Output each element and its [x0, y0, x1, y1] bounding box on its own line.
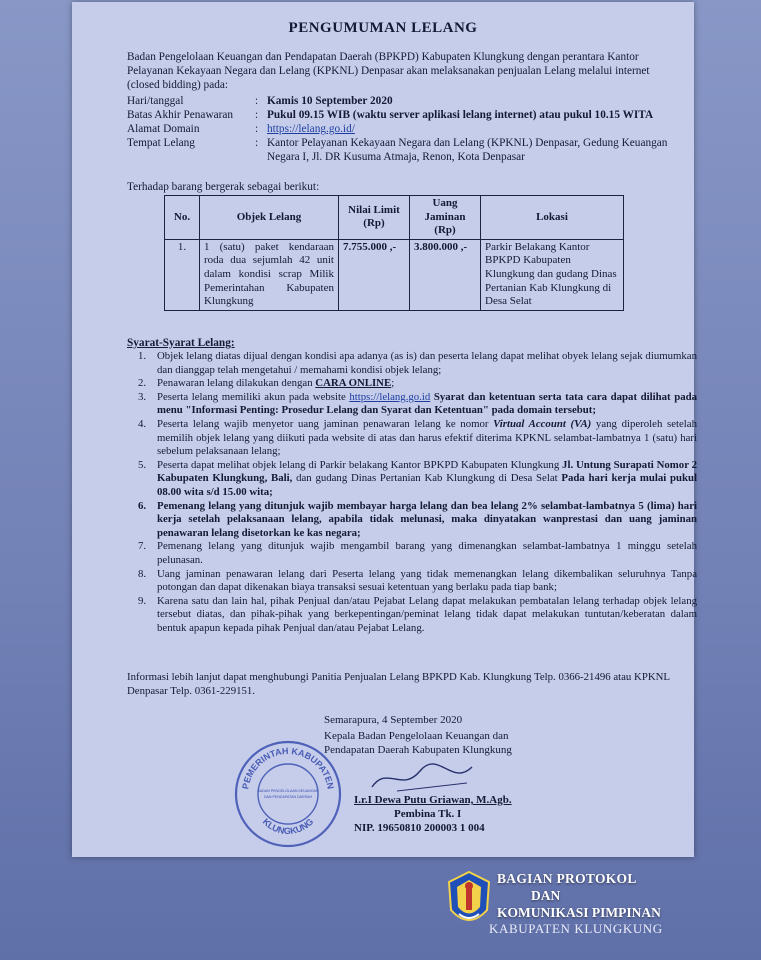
address-emphasis: Jl. Untung Surapati Nomor 2 Kabupaten Klungkung, Bali,	[157, 458, 698, 485]
auction-info	[127, 94, 687, 164]
item-number: 6.	[137, 499, 147, 512]
watermark-line-4: KABUPATEN KLUNGKUNG	[489, 921, 663, 936]
item-number: 3.	[137, 390, 147, 403]
table-caption: Terhadap barang bergerak sebagai berikut:	[127, 181, 320, 193]
item-text: Objek lelang diatas dijual dengan kondisi apa adanya (as is) dan peserta lelang dapat melihat obyek lelang sejak diumumkan dan dianggap telah mengetahui / memahami kondisi objek lelang;	[157, 350, 697, 376]
item-text: Pemenang lelang yang ditunjuk wajib membayar harga lelang dan bea lelang 2% selambat-lambatnya 5 (lima) hari kerja setelah pelaksanaan lelang, apabila tidak melunasi, maka dinyatakan wanprestasi dan uang jaminan penawaran lelang disetorkan ke kas negara;	[157, 499, 697, 539]
va-emphasis: Virtual Account (VA)	[493, 417, 592, 430]
domain-link[interactable]: https://lelang.go.id/	[267, 123, 355, 135]
deadline-label: Batas Akhir Penawaran	[127, 109, 234, 121]
item-number: 9.	[137, 594, 147, 607]
online-emphasis: CARA ONLINE	[315, 377, 392, 390]
list-item	[127, 500, 697, 541]
conditions-heading: Syarat-Syarat Lelang:	[127, 337, 235, 349]
header-limit: Nilai Limit (Rp)	[339, 196, 410, 240]
item-text-part: Penawaran lelang dilakukan dengan	[157, 377, 316, 390]
date-label: Hari/tanggal	[127, 95, 184, 107]
list-item	[127, 459, 697, 500]
item-text-part: Peserta lelang memiliki akun pada website	[157, 390, 350, 403]
intro-paragraph: Badan Pengelolaan Keuangan dan Pendapatan Daerah (BPKPD) Kabupaten Klungkung dengan perantara Kantor Pelayanan Kekayaan Negara dan Lelang (KPKNL) Denpasar akan melaksanakan penjualan Lelang melalui internet (closed bidding) pada:	[127, 51, 650, 91]
item-number: 1.	[137, 350, 147, 362]
position-line-1: Kepala Badan Pengelolaan Keuangan dan	[324, 730, 509, 742]
item-text	[157, 377, 697, 391]
info-row-domain	[127, 122, 687, 136]
item-number: 4.	[137, 417, 147, 430]
auction-table	[164, 195, 624, 311]
page-title: PENGUMUMAN LELANG	[288, 20, 478, 36]
svg-text:KLUNGKUNG	[261, 816, 316, 836]
info-row-place	[127, 136, 687, 164]
item-number: 2.	[137, 377, 147, 390]
header-no: No.	[165, 196, 200, 240]
cell-jaminan: 3.800.000 ,-	[410, 239, 481, 310]
stamp-bottom-text: KLUNGKUNG	[260, 816, 316, 837]
place-date: Semarapura, 4 September 2020	[324, 714, 463, 726]
header-jaminan: Uang Jaminan (Rp)	[410, 196, 481, 240]
item-text	[157, 459, 697, 500]
separator: :	[255, 109, 259, 121]
item-text-part: ;	[391, 377, 395, 390]
place-label: Tempat Lelang	[127, 137, 195, 149]
official-rank: Pembina Tk. I	[394, 808, 462, 820]
info-row-date	[127, 94, 687, 108]
watermark-line-2: DAN	[531, 888, 561, 903]
place-value: Kantor Pelayanan Kekayaan Negara dan Lelang (KPKNL) Denpasar, Gedung Keuangan Negara I, Jl. DR Kusuma Atmaja, Renon, Kota Denpasar	[267, 137, 668, 163]
contact-info: Informasi lebih lanjut dapat menghubungi Panitia Penjualan Lelang BPKPD Kab. Klungkung Telp. 0366-21496 atau KPKNL Denpasar Telp. 0361-229151.	[127, 671, 670, 697]
item-text	[157, 391, 697, 418]
conditions-list	[127, 350, 697, 635]
date-value: Kamis 10 September 2020	[267, 95, 393, 107]
svg-text:PEMERINTAH KABUPATEN	[240, 746, 335, 790]
cell-no: 1.	[165, 239, 200, 310]
list-item	[127, 595, 697, 636]
list-item	[127, 540, 697, 567]
klungkung-emblem-icon	[445, 870, 493, 932]
official-nip: NIP. 19650810 200003 1 004	[354, 822, 485, 834]
cell-lokasi: Parkir Belakang Kantor BPKPD Kabupaten Klungkung dan gudang Dinas Pertanian Kab Klungkung di Desa Selat	[481, 239, 624, 310]
item-text-part: Syarat dan ketentuan serta tata cara dapat dilihat pada menu "Informasi Penting: Prosedur Lelang dan Syarat dan Ketentuan" pada domain tersebut;	[157, 390, 697, 417]
item-text: Uang jaminan penawaran lelang dari Peserta lelang yang tidak memenangkan lelang dikembalikan seluruhnya Tanpa potongan dan dapat dikenakan biaya transaksi sesuai ketentuan yang berlaku pada tiap bank;	[157, 567, 697, 594]
official-name: I.r.I Dewa Putu Griawan, M.Agb.	[354, 794, 512, 806]
item-text-part: Peserta lelang wajib menyetor uang jaminan penawaran lelang ke nomor	[157, 417, 494, 430]
item-number: 8.	[137, 567, 147, 580]
announcement-document	[72, 2, 698, 857]
table-header-row	[165, 196, 624, 240]
list-item	[127, 350, 697, 377]
cell-objek: 1 (satu) paket kendaraan roda dua sejumlah 42 unit dalam kondisi scrap Milik Pemerintahan Kabupaten Klungkung	[200, 239, 339, 310]
item-text-part: Peserta dapat melihat objek lelang di Parkir belakang Kantor BPKPD Kabupaten Klungkung	[157, 458, 563, 471]
watermark-line-3: KOMUNIKASI PIMPINAN	[497, 905, 661, 920]
signature-block	[302, 713, 632, 835]
header-lokasi: Lokasi	[481, 196, 624, 240]
separator: :	[255, 137, 259, 149]
header-objek: Objek Lelang	[200, 196, 339, 240]
item-text-part: dan gudang Dinas Pertanian Kab Klungkung di Desa Selat	[292, 472, 562, 485]
list-item	[127, 391, 697, 418]
hours-emphasis: Pada hari kerja mulai pukul 08.00 wita s/d 15.00 wita;	[157, 472, 698, 498]
item-text	[157, 418, 697, 459]
stamp-top-text: PEMERINTAH KABUPATEN	[240, 745, 336, 790]
stamp-center-1: BADAN PENGELOLAAN KEUANGAN	[257, 789, 319, 793]
deadline-value: Pukul 09.15 WIB (waktu server aplikasi lelang internet) atau pukul 10.15 WITA	[267, 109, 654, 121]
info-row-deadline	[127, 108, 687, 122]
item-text: Karena satu dan lain hal, pihak Penjual dan/atau Pejabat Lelang dapat melakukan pembatalan lelang terhadap objek lelang tersebut diatas, dan pihak-pihak yang berkepentingan/peminat lelang tidak dapat melakukan tuntutan/keberatan dalam bentuk apapun kepada pihak Penjual dan/atau Pejabat Lelang.	[157, 594, 697, 634]
list-item	[127, 418, 697, 459]
stamp-center-2: DAN PENDAPATAN DAERAH	[263, 795, 313, 799]
official-stamp	[232, 738, 344, 850]
item-text: Pemenang lelang yang ditunjuk wajib mengambil barang yang dimenangkan selambat-lambatnya 1 minggu setelah pelunasan.	[157, 540, 697, 566]
separator: :	[255, 123, 259, 135]
list-item	[127, 568, 697, 595]
website-link[interactable]: https://lelang.go.id	[349, 390, 431, 403]
item-number: 7.	[137, 540, 147, 553]
position-line-2: Pendapatan Daerah Kabupaten Klungkung	[324, 744, 512, 756]
item-text-part: yang diperoleh setelah memilih objek lelang yang diikuti pada website di atas dan harus efektif diterima KPKNL selambat-lambatnya 1 (satu) hari sebelum pelaksanaan lelang;	[157, 417, 697, 458]
watermark-logo	[445, 868, 663, 943]
cell-limit: 7.755.000 ,-	[339, 239, 410, 310]
item-number: 5.	[137, 458, 147, 471]
separator: :	[255, 95, 259, 107]
watermark-line-1: BAGIAN PROTOKOL	[497, 871, 637, 886]
list-item	[127, 377, 697, 391]
domain-label: Alamat Domain	[127, 123, 200, 135]
table-row	[165, 239, 624, 310]
